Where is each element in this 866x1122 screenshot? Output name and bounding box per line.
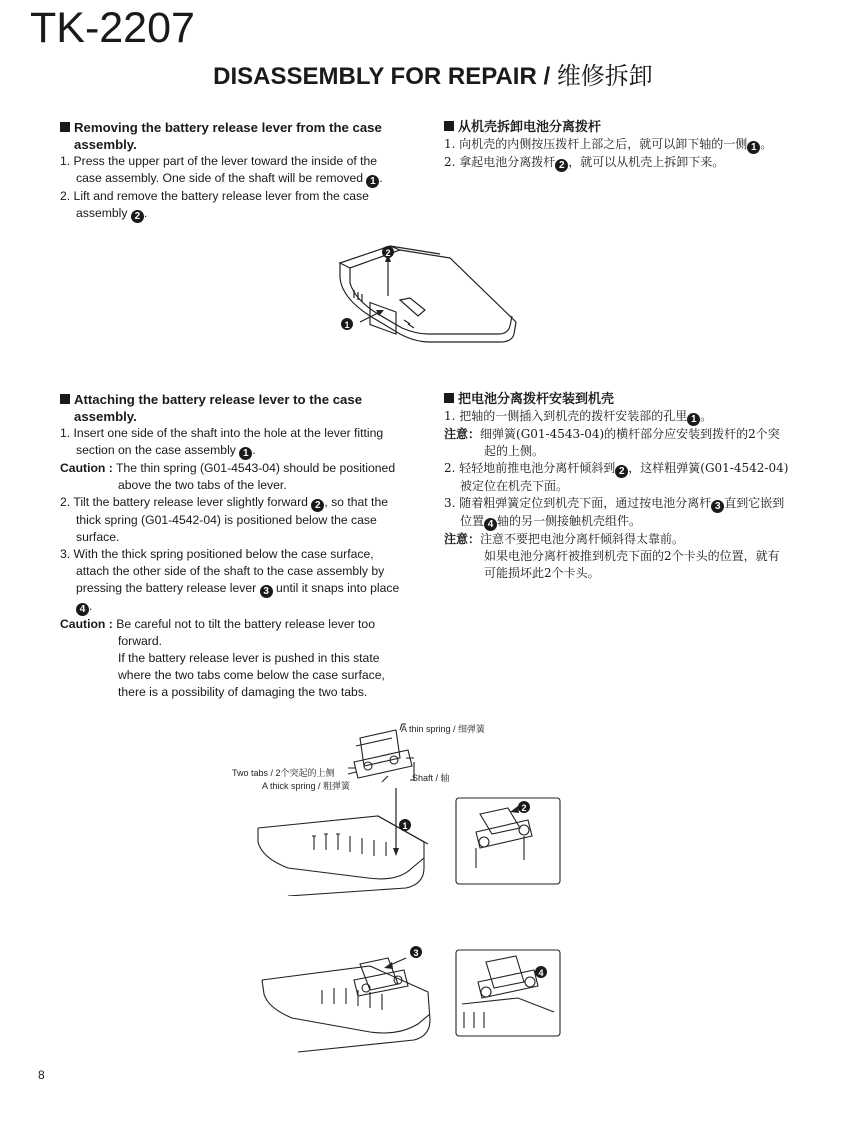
section2-step2-cn: 2. 轻轻地前推电池分离杆倾斜到 2 ，这样粗弹簧(G01-4542-04)被定位在机壳下面。 [444, 461, 789, 493]
model-number: TK-2207 [30, 4, 195, 52]
section2-caution1-cn: 注意：细弹簧(G01-4543-04)的横杆部分应安装到拨杆的2个突起的上侧。 [444, 427, 780, 458]
circled-number-icon: 2 [131, 210, 144, 223]
section2-heading-cn: 把电池分离拨杆安装到机壳 [444, 391, 789, 408]
section1-en [60, 119, 403, 223]
fig1-label-2: 2 [385, 248, 391, 258]
figure-attach-lever [228, 718, 568, 896]
circled-number-icon: 1 [239, 447, 252, 460]
page-title [0, 56, 866, 91]
page-number: 8 [38, 1068, 45, 1082]
circled-number-icon: 1 [687, 413, 700, 426]
section1-step2-cn: 2. 拿起电池分离拨杆 2 ，就可以从机壳上拆卸下来。 [444, 155, 725, 171]
circled-number-icon: 4 [484, 518, 497, 531]
section2-step2-en: 2. Tilt the battery release lever slightly forward 2 , so that the thick spring (G01-4542-04) is positioned below the case surface. [60, 495, 388, 544]
figure-snap-lever [258, 940, 564, 1055]
section2-caution2-en: Caution : Be careful not to tilt the battery release lever too forward. [60, 617, 375, 648]
figure-remove-lever [330, 238, 520, 358]
title-cn: 维修拆卸 [556, 62, 653, 90]
circled-number-icon: 1 [366, 175, 379, 188]
section1-step1-en: 1. Press the upper part of the lever toward the inside of the case assembly. One side of the shaft will be removed 1 . [60, 154, 383, 187]
circled-number-icon: 1 [747, 141, 760, 154]
section1-cn [444, 119, 794, 172]
circled-number-icon: 4 [76, 603, 89, 616]
square-bullet-icon [444, 393, 454, 403]
label-two-tabs: Two tabs / 2个突起的上侧 [232, 768, 335, 778]
circled-number-icon: 2 [311, 499, 324, 512]
arrow-icon [384, 962, 393, 969]
label-thick-spring: A thick spring / 粗弹簧 [262, 781, 351, 791]
square-bullet-icon [60, 122, 70, 132]
section2-step1-en: 1. Insert one side of the shaft into the hole at the lever fitting section on the case assembly 1 . [60, 426, 384, 459]
fig2-step-2: 2 [521, 803, 527, 813]
circled-number-icon: 2 [615, 465, 628, 478]
arrow-down-icon [393, 848, 399, 856]
section1-step1-cn: 1. 向机壳的内侧按压拨杆上部之后，就可以卸下轴的一侧 1 。 [444, 137, 773, 153]
fig2-step-1: 1 [402, 821, 408, 831]
section1-step2-en: 2. Lift and remove the battery release lever from the case assembly 2 . [60, 189, 369, 222]
square-bullet-icon [60, 394, 70, 404]
section2-en [60, 391, 403, 701]
label-shaft: Shaft / 轴 [412, 773, 450, 783]
section2-caution2-cn: 注意：注意不要把电池分离杆倾斜得太靠前。 [444, 532, 685, 546]
fig3-step-4: 4 [538, 968, 544, 978]
section2-cn [444, 391, 789, 582]
section1-heading-en: Removing the battery release lever from the case assembly. [60, 119, 403, 153]
section2-caution2-extra-en: If the battery release lever is pushed in this state where the two tabs come below the case surface, there is a possibility of damaging the two tabs. [118, 651, 385, 699]
square-bullet-icon [444, 121, 454, 131]
label-thin-spring: A thin spring / 细弹簧 [401, 724, 486, 734]
fig3-step-3: 3 [413, 948, 419, 958]
fig1-label-1: 1 [344, 320, 350, 330]
title-en: DISASSEMBLY FOR REPAIR [213, 63, 537, 90]
title-separator: / [536, 63, 557, 90]
circled-number-icon: 2 [555, 159, 568, 172]
section2-caution2-extra-cn: 如果电池分离杆被推到机壳下面的2个卡头的位置，就有可能损坏此2个卡头。 [484, 549, 780, 580]
section2-step3-en: 3. With the thick spring positioned below the case surface, attach the other side of the shaft to the case assembly by pressing the battery release lever 3 until it snaps into place 4 . [60, 547, 400, 615]
section1-heading-cn: 从机壳拆卸电池分离拨杆 [444, 119, 794, 136]
section2-caution1-en: Caution : The thin spring (G01-4543-04) should be positioned above the two tabs of the lever. [60, 461, 396, 492]
circled-number-icon: 3 [711, 500, 724, 513]
section2-heading-en: Attaching the battery release lever to the case assembly. [60, 391, 403, 425]
circled-number-icon: 3 [260, 585, 273, 598]
arrow-icon [510, 806, 519, 813]
section2-step1-cn: 1. 把轴的一侧插入到机壳的拨杆安装部的孔里 1 。 [444, 409, 713, 425]
section2-step3-cn: 3. 随着粗弹簧定位到机壳下面，通过按电池分离杆 3 直到它嵌到位置 4 轴的另一侧接触机壳组件。 [444, 496, 785, 530]
